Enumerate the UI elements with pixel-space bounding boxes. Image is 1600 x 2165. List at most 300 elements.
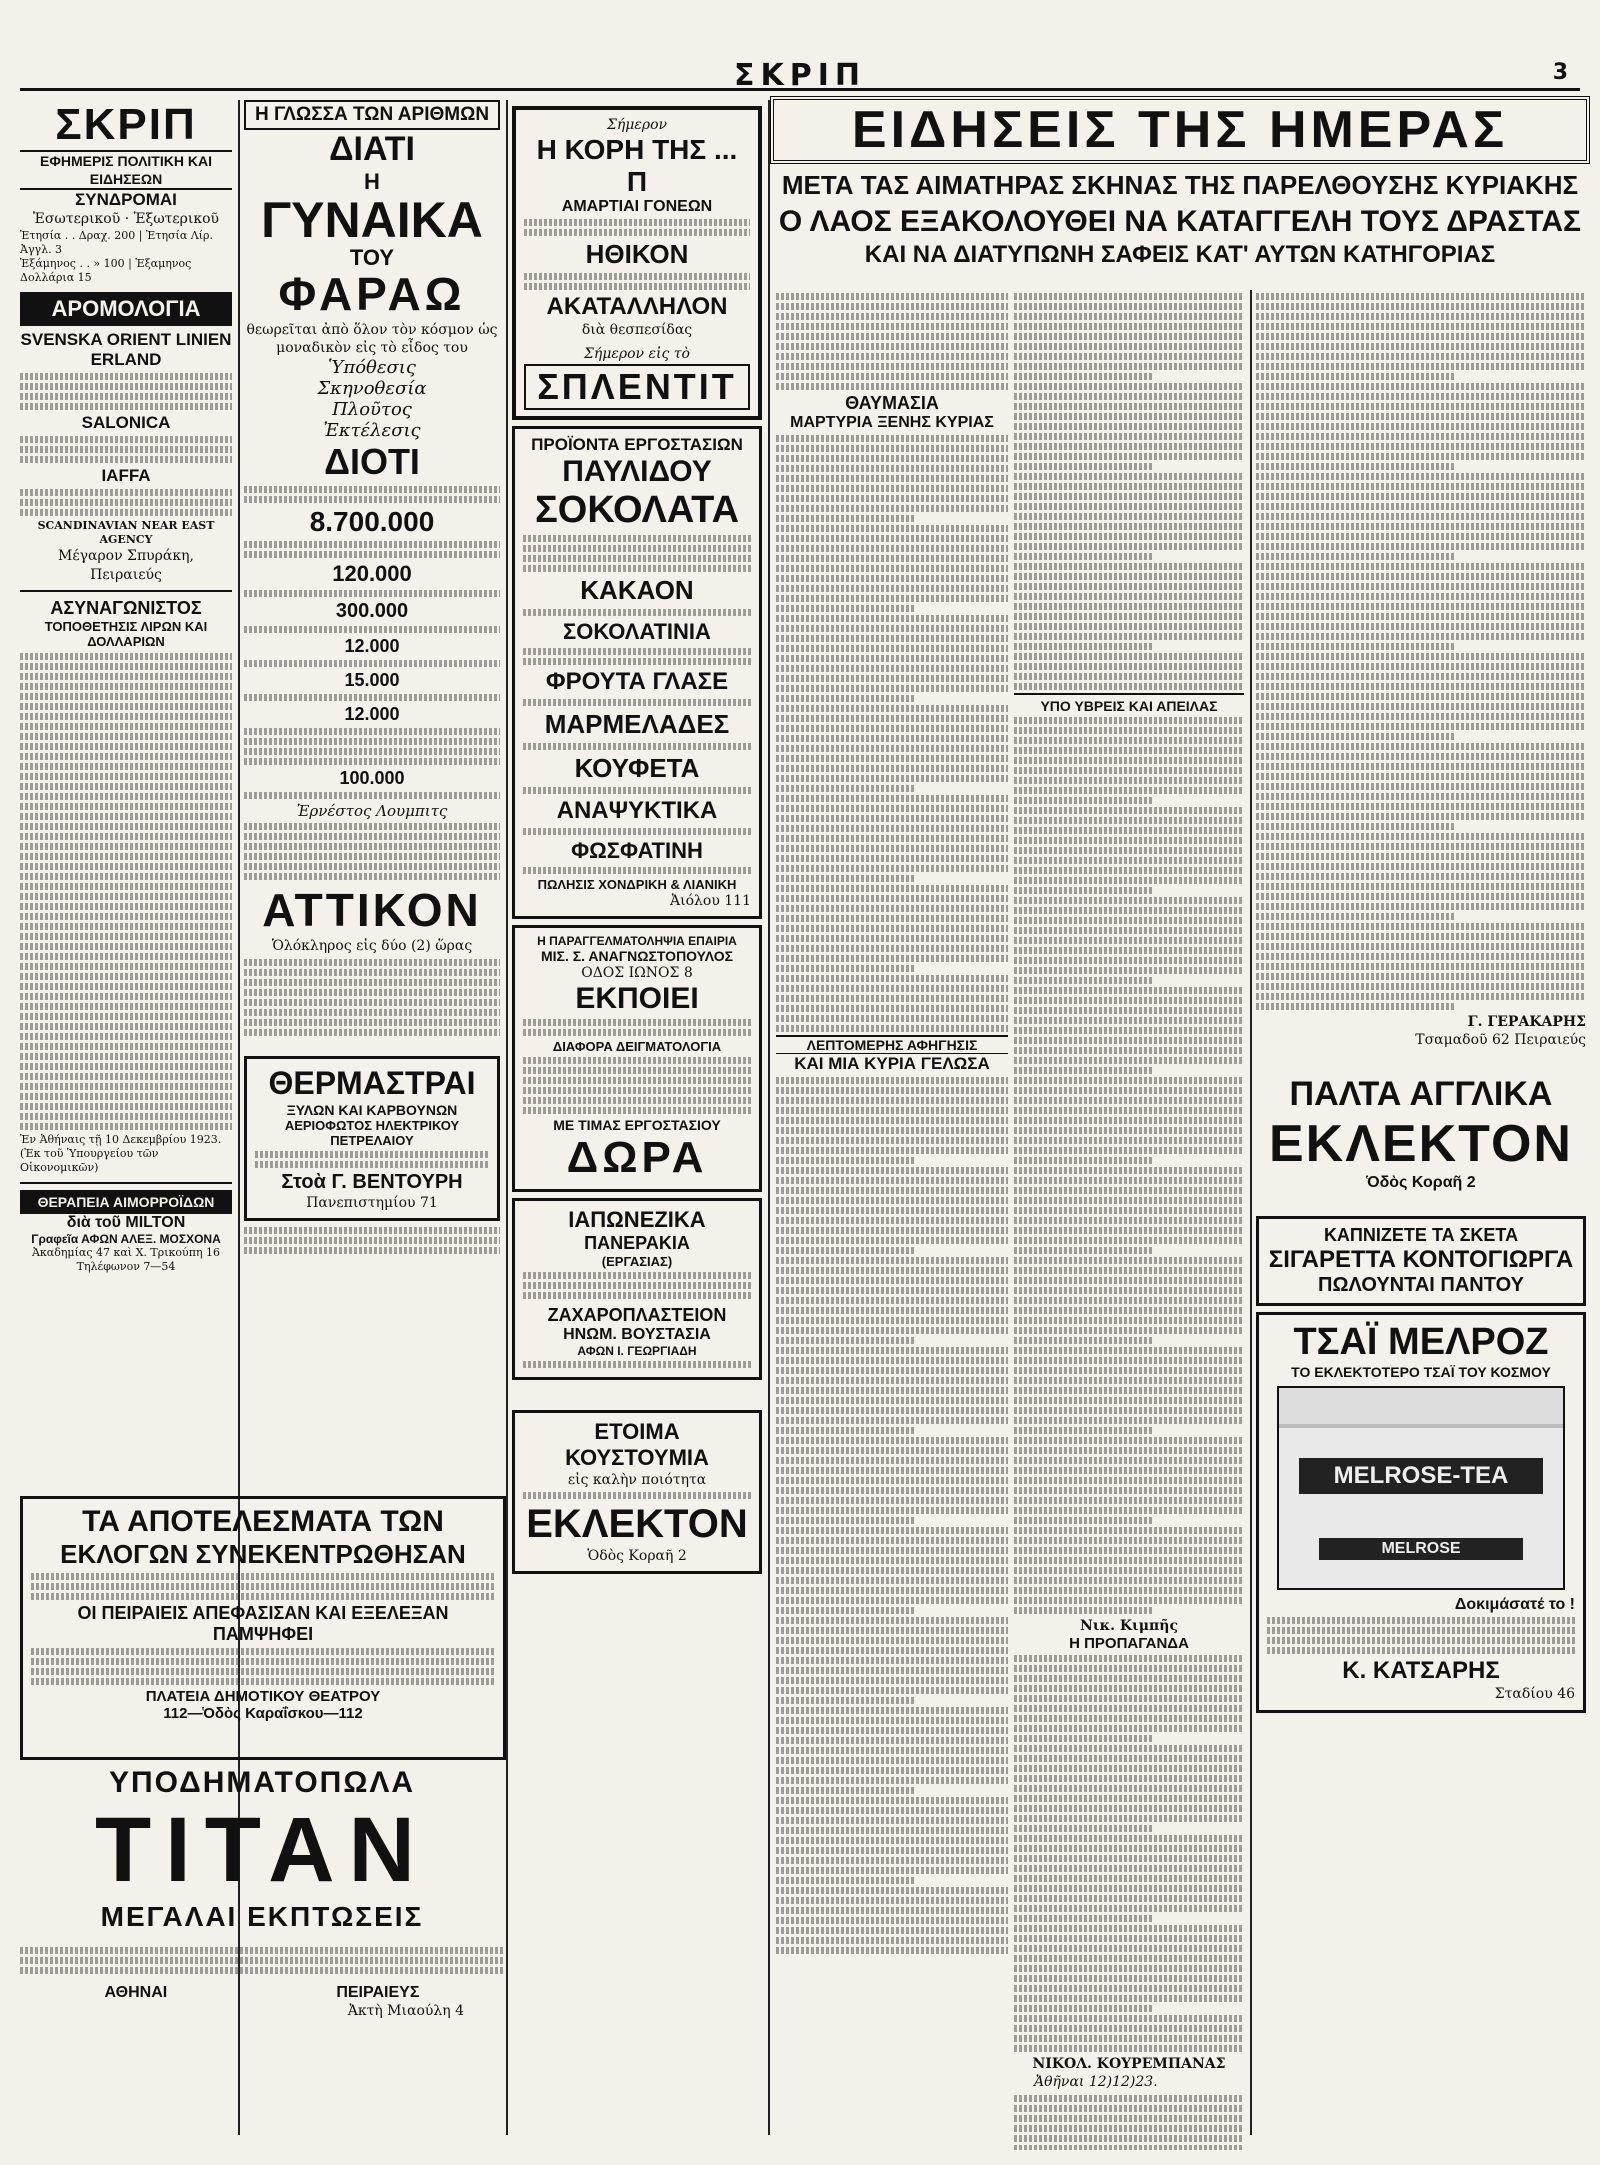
text-line — [1014, 453, 1244, 460]
text-line — [776, 1597, 1008, 1604]
text-line — [776, 545, 1008, 552]
text-line — [776, 1087, 1008, 1094]
text-line — [776, 965, 915, 972]
text-line — [776, 985, 1008, 992]
text-line — [776, 765, 1008, 772]
text-line — [1014, 1985, 1244, 1992]
text-line — [1014, 1885, 1244, 1892]
ad-box-film — [512, 106, 762, 420]
text-line — [776, 1025, 1008, 1032]
text-line — [1014, 737, 1244, 744]
text-line — [1014, 807, 1244, 814]
text-line — [1256, 543, 1586, 550]
text-line — [776, 1727, 1008, 1734]
ad-box-stoves — [244, 1056, 500, 1221]
text-line — [1014, 967, 1244, 974]
ad-address: 112—Ὁδὸς Καραΐσκου—112 — [163, 1705, 363, 1722]
text-line — [776, 1897, 1008, 1904]
cinema-name: ΣΠΛΕΝΤΙΤ — [524, 364, 750, 410]
ad-cities — [20, 1984, 504, 2002]
text-line — [776, 955, 1008, 962]
text-line — [1014, 927, 1244, 934]
ad-subheading: εἰς καλὴν ποιότητα — [567, 1471, 707, 1488]
text-line — [776, 1687, 1008, 1694]
text-line — [776, 1257, 1008, 1264]
text-line — [776, 515, 915, 522]
ad-slogan: Δοκιμάσατέ το ! — [1454, 1596, 1575, 1614]
text-line — [776, 1767, 1008, 1774]
text-line — [1014, 1447, 1244, 1454]
text-line — [1256, 663, 1586, 670]
text-line — [776, 1387, 1008, 1394]
text-line — [1014, 1905, 1244, 1912]
ad-list-item: Σκηνοθεσία — [317, 378, 427, 400]
text-line — [1014, 1317, 1244, 1324]
text-line — [776, 1947, 1008, 1954]
text-line — [1014, 633, 1244, 640]
text-line — [1256, 853, 1586, 860]
text-line — [776, 1397, 1008, 1404]
text-line — [776, 455, 1008, 462]
text-line — [1256, 363, 1586, 370]
text-line — [1014, 643, 1152, 650]
text-line — [1014, 1287, 1244, 1294]
text-line — [776, 485, 1008, 492]
text-line — [1014, 1337, 1152, 1344]
article-title: Η ΠΡΟΠΑΓΑΝΔΑ — [1069, 1635, 1189, 1653]
tea-package-illustration — [1277, 1386, 1565, 1590]
text-line — [1014, 727, 1244, 734]
text-line — [1014, 987, 1244, 994]
subscriptions-line: Ἐτησία . . Δραχ. 200 | Ἐτησία Λίρ. Ἀγγλ. 3 — [20, 228, 214, 256]
ad-subheading: ΤΟ ΕΚΛΕΚΤΟΤΕΡΟ ΤΣΑΪ ΤΟΥ ΚΟΣΜΟΥ — [1291, 1364, 1551, 1381]
product-name: ΚΟΥΦΕΤΑ — [574, 752, 700, 783]
text-line — [1014, 1187, 1244, 1194]
text-line — [1256, 733, 1454, 740]
text-line — [1256, 883, 1586, 890]
text-line — [776, 1697, 915, 1704]
text-line — [1256, 723, 1586, 730]
ad-address: Ὁδὸς Κοραῆ 2 — [587, 1548, 687, 1565]
text-line — [1256, 923, 1586, 930]
text-line — [1014, 1387, 1244, 1394]
text-line — [1014, 907, 1244, 914]
text-line — [776, 1577, 1008, 1584]
text-line — [1014, 917, 1244, 924]
shipping-line: SVENSKA ORIENT LINIEN — [20, 329, 232, 349]
text-line — [1256, 413, 1586, 420]
text-line — [776, 845, 1008, 852]
text-line — [1014, 2015, 1244, 2022]
text-line — [1014, 777, 1244, 784]
text-line — [1256, 473, 1586, 480]
text-line — [776, 695, 915, 702]
article-subtitle: ΜΑΡΤΥΡΙΑ ΞΕΝΗΣ ΚΥΡΙΑΣ — [790, 414, 994, 431]
text-line — [1256, 353, 1586, 360]
ad-subheading: ΜΕ ΤΙΜΑΣ ΕΡΓΟΣΤΑΣΙΟΥ — [553, 1116, 721, 1133]
text-line — [1014, 1685, 1244, 1692]
text-line — [1014, 837, 1244, 844]
text-line — [776, 705, 1008, 712]
text-line — [776, 935, 1008, 942]
text-line — [776, 1137, 1008, 1144]
text-line — [776, 1457, 1008, 1464]
text-line — [1256, 753, 1586, 760]
text-line — [1256, 823, 1454, 830]
text-line — [1014, 1147, 1244, 1154]
text-line — [776, 685, 1008, 692]
text-line — [776, 1097, 1008, 1104]
masthead — [20, 58, 1580, 93]
product-name: ΜΑΡΜΕΛΑΔΕΣ — [544, 708, 730, 739]
column-rule — [506, 100, 508, 2135]
text-line — [776, 755, 1008, 762]
text-line — [1014, 1815, 1244, 1822]
text-line — [1256, 613, 1586, 620]
text-line — [1014, 1097, 1244, 1104]
text-line — [776, 1877, 915, 1884]
text-line — [1256, 443, 1586, 450]
text-line — [1014, 1327, 1244, 1334]
text-line — [1256, 293, 1586, 300]
text-line — [1014, 673, 1244, 680]
text-line — [1014, 1487, 1244, 1494]
text-line — [1014, 2135, 1244, 2142]
text-line — [776, 1557, 1008, 1564]
text-line — [1256, 553, 1454, 560]
ad-box-chocolate — [512, 426, 762, 919]
text-line — [1014, 947, 1244, 954]
shipping-title: ΑΡΟΜΟΛΟΓΙΑ — [20, 292, 232, 326]
text-line — [1256, 343, 1586, 350]
text-line — [1014, 857, 1244, 864]
text-line — [776, 575, 1008, 582]
text-line — [1014, 2035, 1244, 2042]
text-line — [1014, 1665, 1244, 1672]
text-line — [776, 625, 1008, 632]
ad-label: Σήμερον εἰς τὸ — [584, 346, 690, 363]
ad-number: 300.000 — [335, 600, 409, 623]
ad-shop: ΑΦΩΝ Ι. ΓΕΩΡΓΙΑΔΗ — [577, 1343, 697, 1358]
text-line — [1014, 1267, 1244, 1274]
text-line — [776, 1437, 1008, 1444]
text-line — [1014, 1547, 1244, 1554]
text-line — [1014, 1457, 1244, 1464]
text-line — [776, 1857, 1008, 1864]
text-line — [1256, 523, 1586, 530]
text-line — [1014, 433, 1244, 440]
text-line — [1014, 787, 1244, 794]
ad-shop: ΗΝΩΜ. ΒΟΥΣΤΑΣΙΑ — [563, 1325, 711, 1343]
text-line — [776, 615, 1008, 622]
ad-heading: ΕΤΟΙΜΑ ΚΟΥΣΤΟΥΜΙΑ — [565, 1418, 709, 1470]
text-line — [1256, 713, 1586, 720]
text-line — [776, 915, 1008, 922]
text-line — [1014, 1207, 1244, 1214]
ad-address: ΠΛΑΤΕΙΑ ΔΗΜΟΤΙΚΟΥ ΘΕΑΤΡΟΥ — [145, 1688, 381, 1705]
ad-heading: ΠΩΛΟΥΝΤΑΙ ΠΑΝΤΟΥ — [1318, 1274, 1524, 1297]
text-line — [1256, 973, 1586, 980]
text-line — [776, 905, 1008, 912]
text-line — [776, 1357, 1008, 1364]
text-line — [1014, 1835, 1244, 1842]
ad-heading: ΙΑΠΩΝΕΖΙΚΑ — [568, 1206, 706, 1232]
text-line — [1014, 1577, 1244, 1584]
text-line — [776, 1817, 1008, 1824]
text-line — [1256, 773, 1586, 780]
text-line — [776, 745, 1008, 752]
ship-name: ERLAND — [90, 349, 162, 369]
text-line — [776, 1587, 1008, 1594]
text-line — [776, 1467, 1008, 1474]
text-line — [1014, 1027, 1244, 1034]
text-line — [1014, 1177, 1244, 1184]
ad-heading: Η ΠΑΡΑΓΓΕΛΜΑΤΟΛΗΨΙΑ ΕΠΑΙΡΙΑ — [537, 933, 737, 948]
ad-shop: Κ. ΚΑΤΣΑΡΗΣ — [1342, 1657, 1500, 1685]
text-line — [1014, 1945, 1244, 1952]
ad-heading: ΔΙΟΤΙ — [324, 441, 420, 483]
cinema-name: ΑΤΤΙΚΟΝ — [262, 884, 482, 937]
text-line — [1014, 2095, 1244, 2102]
text-line — [1014, 2025, 1244, 2032]
text-line — [1256, 533, 1586, 540]
ad-number: 8.700.000 — [309, 506, 435, 538]
article-signature: Νικ. Κιμπῆς — [1080, 1618, 1178, 1634]
text-line — [776, 945, 1008, 952]
ad-box-suits — [512, 1410, 762, 1574]
text-line — [1014, 593, 1244, 600]
text-line — [1014, 1587, 1244, 1594]
text-line — [776, 815, 1008, 822]
text-line — [1256, 493, 1586, 500]
text-line — [1256, 673, 1586, 680]
text-line — [776, 1547, 1008, 1554]
text-line — [1014, 1537, 1244, 1544]
text-line — [776, 1367, 1008, 1374]
text-line — [1256, 993, 1586, 1000]
text-line — [776, 1237, 1008, 1244]
main-headline — [770, 96, 1590, 269]
text-line — [1256, 633, 1586, 640]
text-line — [776, 605, 915, 612]
text-line — [1014, 1865, 1244, 1872]
text-line — [1014, 717, 1244, 724]
text-line — [1256, 1003, 1454, 1010]
text-line — [776, 1197, 1008, 1204]
ad-phone: Τηλέφωνον 7—54 — [76, 1259, 176, 1273]
ad-heading: ΕΚΛΟΓΩΝ ΣΥΝΕΚΕΝΤΡΩΘΗΣΑΝ — [60, 1539, 466, 1569]
text-line — [776, 495, 1008, 502]
text-line — [776, 1227, 1008, 1234]
ad-city: ΠΕΙΡΑΙΕΥΣ — [336, 1984, 420, 2002]
text-line — [1014, 1227, 1244, 1234]
text-line — [1014, 1467, 1244, 1474]
tea-label: MELROSE — [1319, 1538, 1523, 1560]
article-subtitle: ΚΑΙ ΜΙΑ ΚΥΡΙΑ ΓΕΛΩΣΑ — [794, 1054, 990, 1073]
text-line — [1014, 573, 1244, 580]
ad-coats — [1256, 1075, 1586, 1192]
text-line — [1256, 683, 1586, 690]
text-line — [776, 1277, 1008, 1284]
column-3 — [512, 100, 762, 2140]
film-title: Η ΚΟΡΗ ΤΗΣ ... Π — [536, 134, 738, 198]
article-date: Ἐν Ἀθήναις τῇ 10 Δεκεμβρίου 1923. — [20, 1132, 222, 1146]
text-line — [776, 865, 1008, 872]
text-line — [1256, 593, 1586, 600]
text-line — [1014, 1935, 1244, 1942]
text-line — [1014, 1745, 1244, 1752]
text-line — [1014, 1975, 1244, 1982]
ad-shop: Στοὰ Γ. ΒΕΝΤΟΥΡΗ — [281, 1170, 463, 1193]
tea-label: MELROSE-TEA — [1299, 1458, 1543, 1494]
text-line — [1014, 767, 1244, 774]
text-line — [776, 1077, 1008, 1084]
text-line — [1256, 793, 1586, 800]
text-line — [1014, 563, 1244, 570]
article-signature: (Ἐκ τοῦ Ὑπουργείου τῶν Οἰκονομικῶν) — [20, 1147, 159, 1175]
text-line — [1014, 1715, 1244, 1722]
text-line — [1014, 523, 1244, 530]
article-title: ΑΣΥΝΑΓΩΝΙΣΤΟΣ — [50, 597, 202, 618]
text-line — [1256, 403, 1586, 410]
text-line — [1014, 383, 1244, 390]
text-line — [776, 1327, 1008, 1334]
text-line — [1256, 483, 1586, 490]
ad-heading: ΤΣΑΪ ΜΕΛΡΟΖ — [1293, 1321, 1549, 1364]
text-line — [776, 465, 1008, 472]
ad-director: Ἐρνέστος Λουμπιτς — [296, 802, 448, 821]
text-line — [1014, 293, 1244, 300]
text-line — [1014, 1675, 1244, 1682]
text-line — [776, 1607, 915, 1614]
ad-heading: ΕΚΠΟΙΕΙ — [575, 981, 699, 1015]
text-line — [776, 1837, 1008, 1844]
text-line — [1256, 983, 1586, 990]
product-name: ΦΩΣΦΑΤΙΝΗ — [571, 837, 703, 863]
ad-note: ΠΩΛΗΣΙΣ ΧΟΝΔΡΙΚΗ & ΛΙΑΝΙΚΗ — [537, 876, 737, 892]
text-line — [1014, 1247, 1152, 1254]
text-line — [1256, 803, 1586, 810]
text-line — [776, 1717, 1008, 1724]
text-line — [1256, 563, 1586, 570]
ad-box-tea — [1256, 1312, 1586, 1712]
article-title: ΘΑΥΜΑΣΙΑ — [845, 393, 939, 413]
text-line — [776, 855, 1008, 862]
text-line — [1014, 1437, 1244, 1444]
text-line — [1256, 383, 1586, 390]
text-line — [1014, 1517, 1152, 1524]
article-title: ΥΠΟ ΥΒΡΕΙΣ ΚΑΙ ΑΠΕΙΛΑΣ — [1014, 693, 1244, 714]
text-line — [776, 1407, 1008, 1414]
text-line — [1014, 413, 1244, 420]
text-line — [776, 1497, 1008, 1504]
text-line — [776, 1907, 1008, 1914]
column-5 — [1014, 290, 1244, 2150]
text-line — [1014, 303, 1244, 310]
text-line — [1014, 533, 1244, 540]
ad-heading: Η — [364, 169, 380, 194]
text-line — [1014, 1735, 1152, 1742]
ad-heading: ΔΙΑΤΙ — [329, 130, 415, 168]
text-line — [1256, 513, 1586, 520]
ad-heading: ΠΡΟΪΟΝΤΑ ΕΡΓΟΣΤΑΣΙΩΝ — [531, 434, 743, 454]
text-line — [1256, 933, 1586, 940]
ad-address: Γραφεῖα ΑΦΩΝ ΑΛΕΞ. ΜΟΣΧΟΝΑ — [31, 1231, 221, 1246]
text-line — [1014, 543, 1244, 550]
text-line — [1014, 1157, 1152, 1164]
subscriptions-title: ΣΥΝΔΡΟΜΑΙ — [75, 190, 177, 210]
text-line — [1014, 1655, 1244, 1662]
article-body — [1256, 293, 1586, 1010]
ad-address: Πανεπιστημίου 71 — [306, 1194, 438, 1211]
column-4 — [776, 290, 1008, 2150]
text-line — [776, 1537, 1008, 1544]
ad-heading: ΠΑΛΤΑ ΑΓΓΛΙΚΑ — [1289, 1075, 1553, 1114]
ad-subheading: ΞΥΛΩΝ ΚΑΙ ΚΑΡΒΟΥΝΩΝ — [286, 1101, 458, 1118]
text-line — [776, 1647, 1008, 1654]
text-line — [1014, 503, 1244, 510]
text-line — [776, 1677, 1008, 1684]
text-line — [1014, 1407, 1244, 1414]
text-line — [776, 1617, 1008, 1624]
article-body — [1014, 2095, 1244, 2150]
text-line — [1014, 2045, 1244, 2052]
text-line — [1014, 757, 1244, 764]
film-subtitle: ΑΜΑΡΤΙΑΙ ΓΟΝΕΩΝ — [561, 198, 713, 216]
text-line — [1014, 403, 1244, 410]
ad-heading: ΠΑΥΛΙΔΟΥ — [562, 454, 712, 488]
text-line — [776, 1417, 1008, 1424]
ad-heading: ΜΙΣ. Σ. ΑΝΑΓΝΩΣΤΟΠΟΥΛΟΣ — [541, 947, 733, 964]
text-line — [1256, 643, 1454, 650]
text-line — [776, 585, 1008, 592]
text-line — [776, 1487, 1008, 1494]
paper-name: ΣΚΡΙΠ — [55, 100, 197, 149]
text-line — [776, 1517, 915, 1524]
text-line — [776, 1847, 1008, 1854]
text-line — [776, 1015, 1008, 1022]
ad-heading: ΘΕΡΜΑΣΤΡΑΙ — [268, 1064, 476, 1101]
ad-address: Ἀκτὴ Μιαούλη 4 — [347, 2003, 464, 2020]
text-line — [1256, 433, 1586, 440]
text-line — [776, 1507, 1008, 1514]
text-line — [1014, 1875, 1244, 1882]
subscriptions-line: Ἐσωτερικοῦ · Ἐξωτερικοῦ — [32, 211, 220, 228]
text-line — [776, 525, 1008, 532]
text-line — [1014, 897, 1244, 904]
text-line — [1014, 1895, 1244, 1902]
text-line — [1014, 423, 1244, 430]
text-line — [1014, 1427, 1152, 1434]
text-line — [1014, 1057, 1244, 1064]
text-line — [776, 825, 1008, 832]
text-line — [1014, 1017, 1244, 1024]
text-line — [1014, 1775, 1244, 1782]
text-line — [1014, 1785, 1244, 1792]
product-name: ΑΝΑΨΥΚΤΙΚΑ — [556, 796, 718, 824]
ad-box-baskets — [512, 1198, 762, 1380]
ad-address: Ὁδὸς Κοραῆ 2 — [1366, 1174, 1476, 1192]
text-line — [1256, 953, 1586, 960]
text-line — [1014, 1845, 1244, 1852]
text-line — [776, 505, 1008, 512]
text-line — [776, 1005, 1008, 1012]
text-line — [1256, 703, 1586, 710]
text-line — [776, 735, 1008, 742]
text-line — [776, 785, 915, 792]
text-line — [1256, 843, 1586, 850]
ad-heading: ΤΟΥ — [349, 245, 395, 270]
